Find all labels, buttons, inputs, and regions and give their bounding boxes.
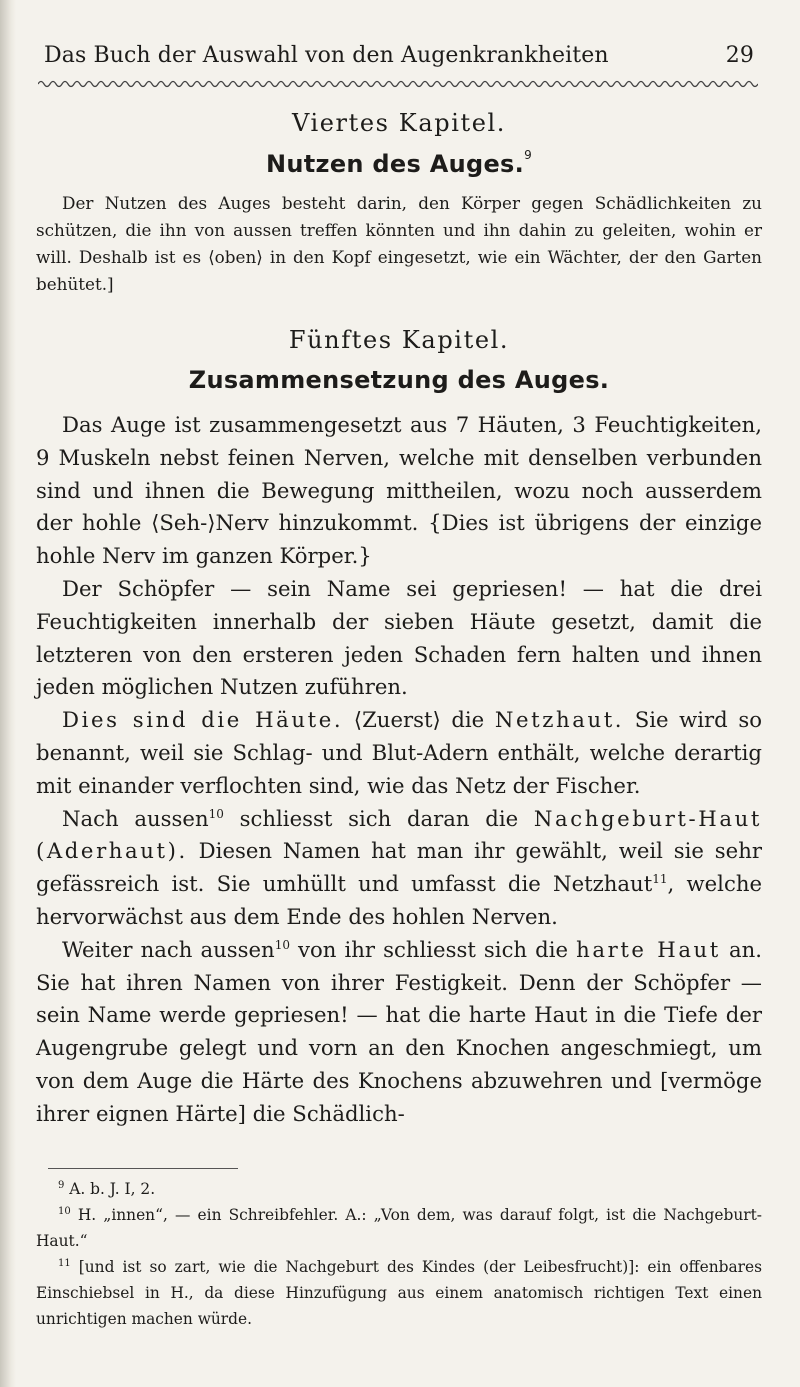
paragraph-1: Das Auge ist zusammengesetzt aus 7 Häuten, 3 Feuchtigkeiten, 9 Muskeln nebst feinen Nerven, welche mit denselben verbunden sind und ihnen die Bewegung mittheilen, wozu noch ausserdem der hohle ⟨Seh-⟩Nerv hinzukommt. {Dies ist übrigens der einzige hohle Nerv im ganzen Körper.} <box>36 412 762 569</box>
footnote-10-number: 10 <box>58 1205 71 1217</box>
term-harte-haut: harte Haut <box>576 936 721 962</box>
chapter-5-heading: Zusammensetzung des Auges. <box>188 366 610 394</box>
footnote-ref-10b: 10 <box>274 937 290 952</box>
footnote-11-number: 11 <box>58 1257 71 1269</box>
paragraph-5-text-a: Weiter nach aussen <box>62 936 275 962</box>
chapter-5-body <box>36 409 762 1131</box>
paragraph-2: Der Schöpfer — sein Name sei gepriesen! — hat die drei Feuchtigkeiten innerhalb der sieben Häute gesetzt, damit die letzteren von den ersteren jeden Schaden fern halten und ihnen jeden möglichen Nutzen zuführen. <box>36 575 762 700</box>
paragraph-4-text-a: Nach aussen <box>62 805 209 831</box>
wavy-rule <box>38 78 758 90</box>
paragraph-5 <box>36 934 762 1131</box>
chapter-5-label: Fünftes Kapitel. <box>288 326 510 354</box>
page-number: 29 <box>725 43 754 68</box>
paragraph-5-text-c: an. Sie hat ihren Namen von ihrer Festigkeit. Denn der Schöpfer — sein Name werde gepriesen! — hat die harte Haut in die Tiefe der Augengrube gelegt und vorn an den Knochen angeschmiegt, um von dem Auge die Härte des Knochens abzuwehren und [vermöge ihrer eignen Härte] die Schädlich- <box>36 936 763 1126</box>
paragraph-4 <box>36 803 762 934</box>
footnote-rule <box>48 1168 238 1169</box>
footnote-ref-11: 11 <box>652 872 668 887</box>
running-title: Das Buch der Auswahl von den Augenkrankheiten <box>44 43 609 68</box>
footnote-10 <box>36 1202 762 1254</box>
chapter-4-body <box>36 190 762 298</box>
paragraph-4-text-d: , welche hervorwächst aus dem Ende des hohlen Nerven. <box>36 871 762 929</box>
paragraph-4-text-b: schliesst sich daran die <box>223 805 534 831</box>
term-netzhaut: Netzhaut. <box>494 707 625 733</box>
paragraph-3-text-a: ⟨Zuerst⟩ die <box>343 707 495 733</box>
chapter-4-heading <box>36 150 762 178</box>
footnote-ref-10: 10 <box>208 806 224 821</box>
chapter-4-heading-text: Nutzen des Auges. <box>266 150 525 178</box>
footnote-11 <box>36 1254 762 1332</box>
footnote-9 <box>36 1176 762 1202</box>
footnote-9-number: 9 <box>58 1179 65 1191</box>
binding-shadow <box>0 0 16 1387</box>
running-header <box>44 43 754 77</box>
paragraph-3-intro: Dies sind die Häute. <box>62 707 344 733</box>
term-nachgeburt-haut: Nachgeburt-Haut (Aderhaut). <box>36 805 762 864</box>
footnote-9-text: A. b. J. I, 2. <box>64 1180 156 1198</box>
footnote-ref-9: 9 <box>524 148 532 162</box>
paragraph-3-text-b: Sie wird so benannt, weil sie Schlag- und Blut-Adern enthält, welche derartig mit einander verflochten sind, wie das Netz der Fischer. <box>36 707 762 798</box>
paragraph-4-text-c: Diesen Namen hat man ihr gewählt, weil sie sehr gefässreich ist. Sie umhüllt und umfasst die Netzhaut <box>36 838 762 897</box>
footnote-11-text: [und ist so zart, wie die Nachgeburt des Kindes (der Leibesfrucht)]: ein offenbares Einschiebsel in H., da diese Hinzufügung aus einem anatomisch richtigen Text einen unrichtigen machen würde. <box>36 1258 762 1328</box>
footnotes <box>36 1176 762 1332</box>
chapter-4-paragraph: Der Nutzen des Auges besteht darin, den Körper gegen Schädlichkeiten zu schützen, die ihn von aussen treffen könnten und ihn dahin zu geleiten, wohin er will. Deshalb ist es ⟨oben⟩ in den Kopf eingesetzt, wie ein Wächter, der den Garten behütet.] <box>36 193 762 294</box>
footnote-10-text: H. „innen“, — ein Schreibfehler. A.: „Von dem, was darauf folgt, ist die Nachgeburt-Haut.“ <box>36 1206 762 1250</box>
paragraph-5-text-b: von ihr schliesst sich die <box>289 936 577 962</box>
chapter-4-label: Viertes Kapitel. <box>291 109 507 137</box>
paragraph-3 <box>36 704 762 802</box>
